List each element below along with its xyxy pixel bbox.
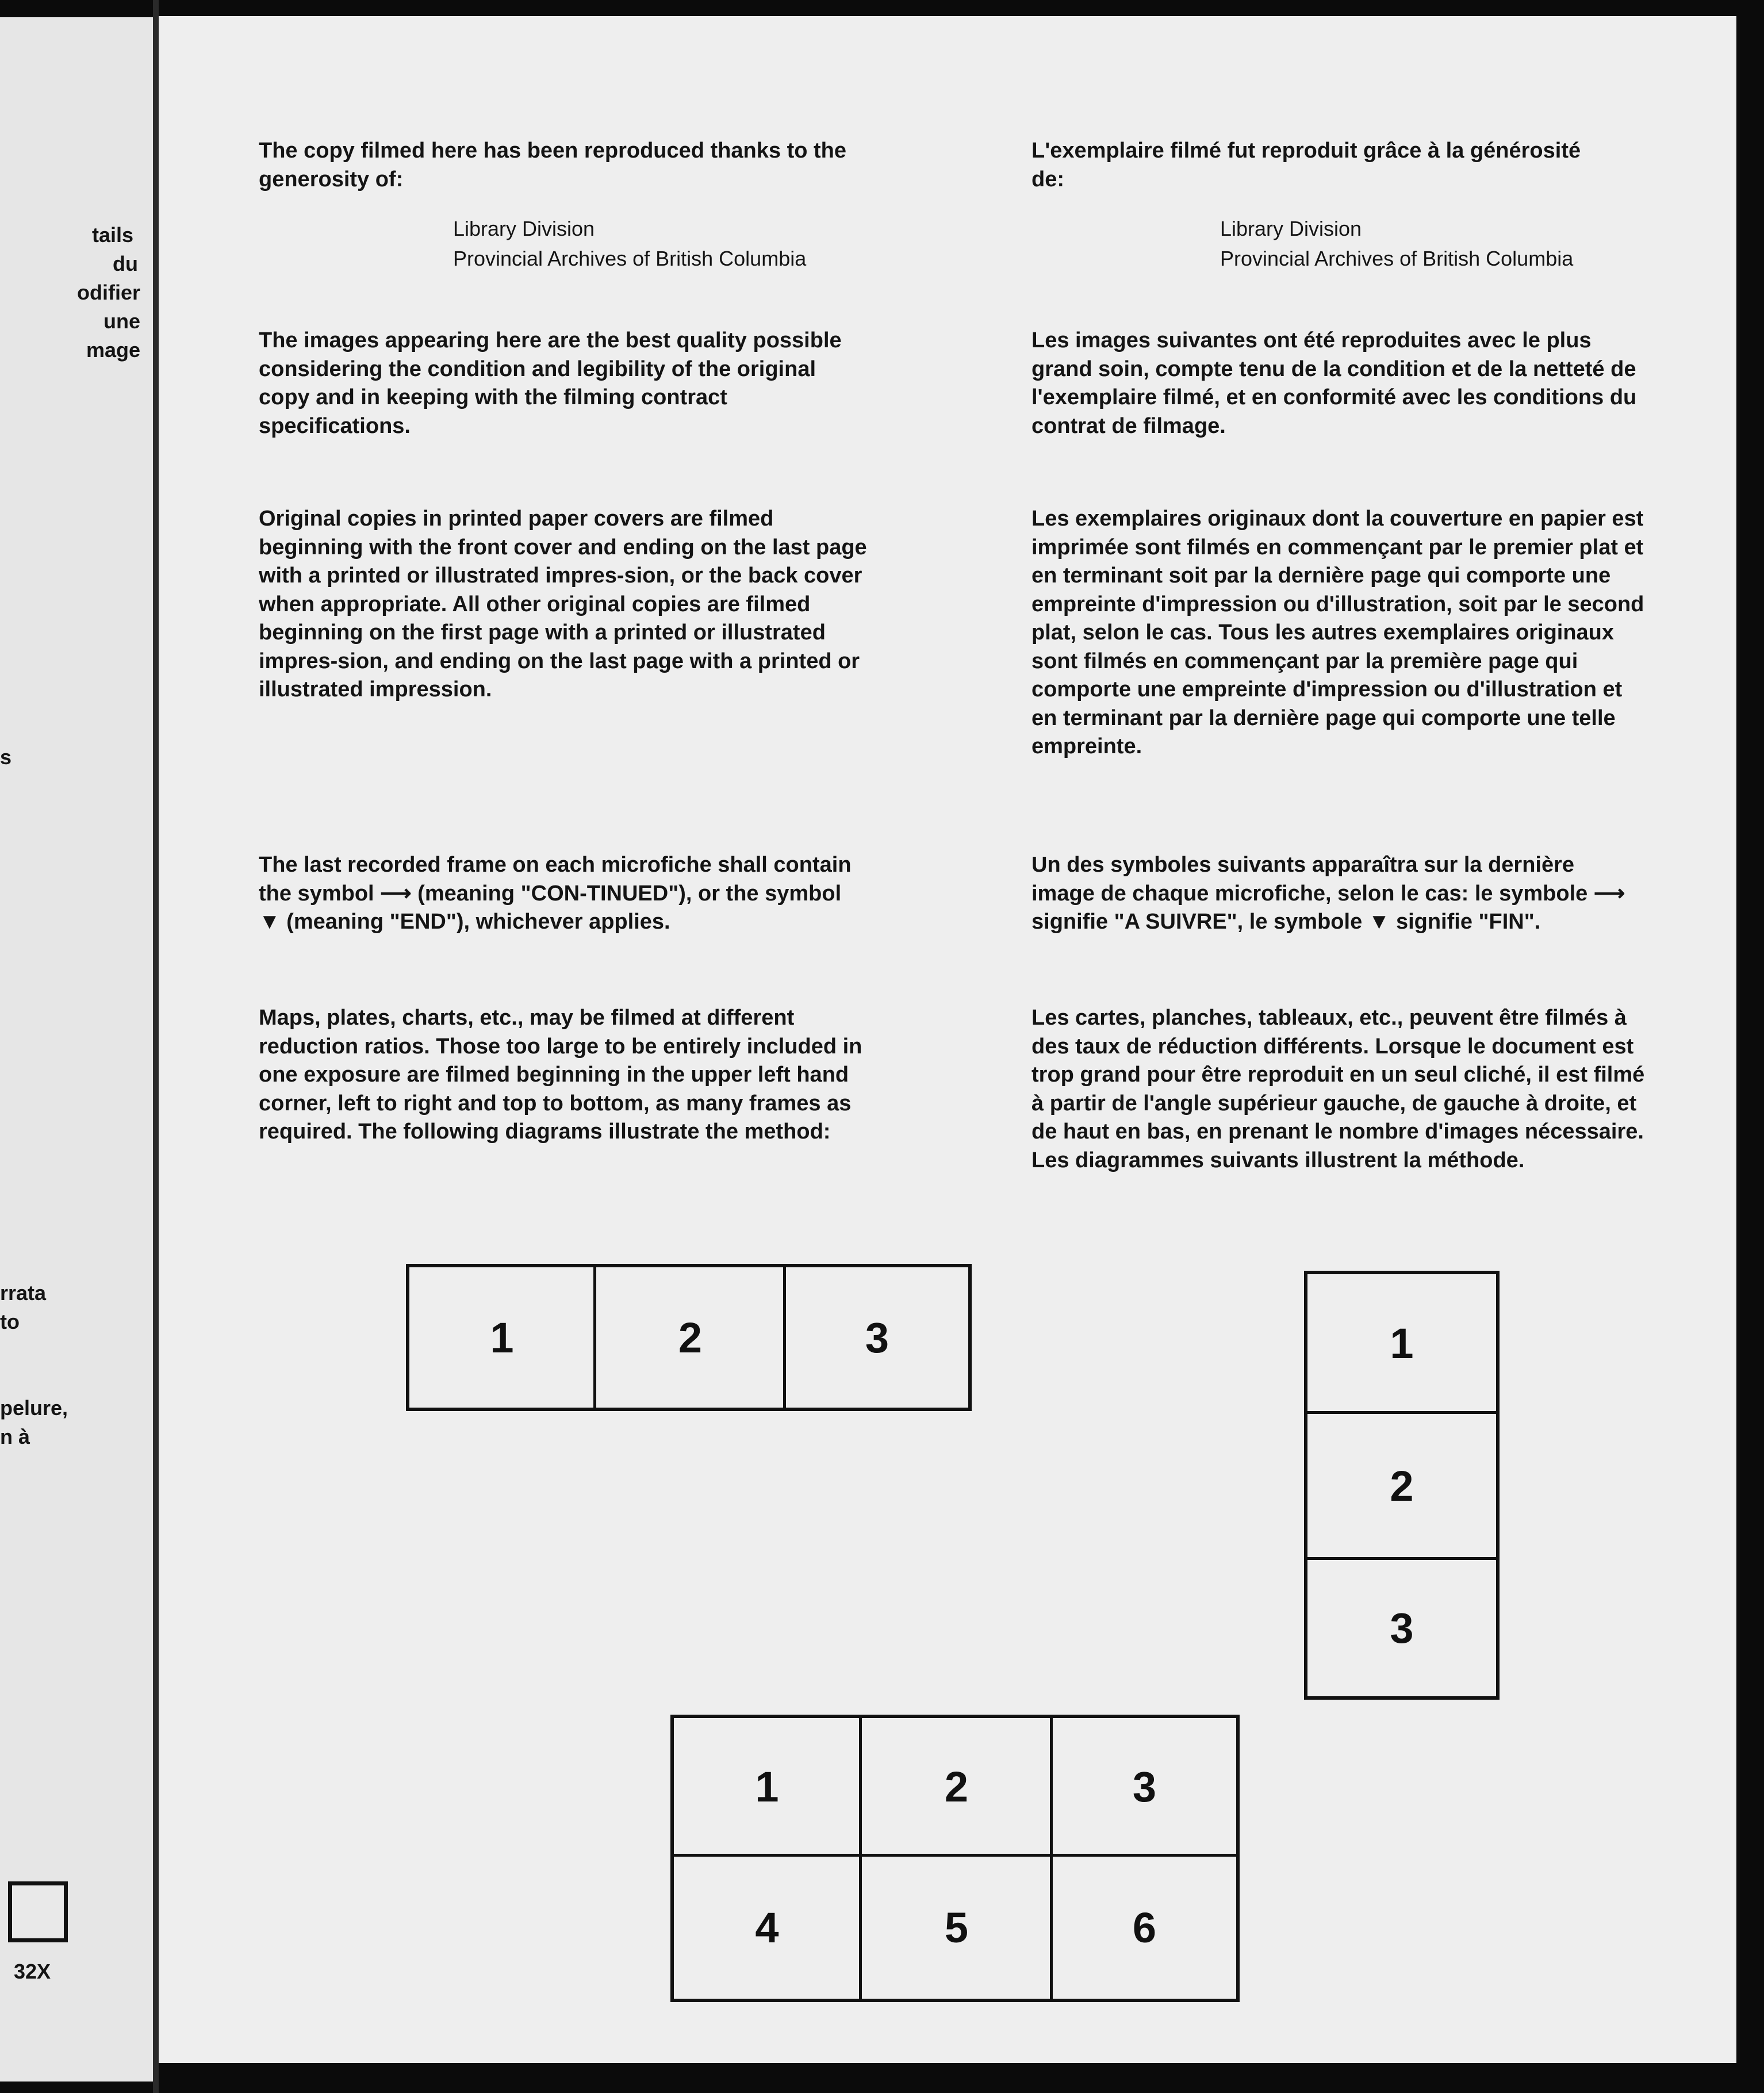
french-credit-line2: Provincial Archives of British Columbia — [1220, 247, 1574, 270]
left-page-fragment: s — [0, 745, 12, 769]
french-quality — [1031, 327, 1641, 440]
frame-cell: 6 — [1132, 1904, 1157, 1952]
frame-cell: 1 — [1390, 1319, 1414, 1367]
vertical-frames-diagram — [1304, 1271, 1500, 1700]
english-symbols — [259, 851, 868, 937]
page-gutter — [153, 0, 159, 2093]
reduction-label: 32X — [14, 1960, 51, 1983]
left-page-fragment: du — [113, 252, 138, 275]
english-quality — [259, 327, 868, 440]
english-credit-source — [453, 214, 890, 274]
french-original-copies — [1031, 505, 1652, 761]
french-credit-intro-text: L'exemplaire filmé fut reproduit grâce à la générosité de: — [1031, 139, 1581, 191]
english-maps-text: Maps, plates, charts, etc., may be filmed at different reduction ratios. Those too large to be entirely included in one exposure are filmed beginning in the upper left hand corner, left to right and top to bottom, as many frames as required. The following diagrams illustrate the method: — [259, 1006, 862, 1144]
french-symbols — [1031, 851, 1635, 937]
french-original-copies-text: Les exemplaires originaux dont la couverture en papier est imprimée sont filmés en commençant par le premier plat et en terminant soit par la dernière page qui comporte une empreinte d'impression ou d'illustration, soit par le second plat, selon le cas. Tous les autres exemplaires originaux sont filmés en commençant par la première page qui comporte une empreinte d'impression ou d'illustration et en terminant par la dernière page qui comporte une telle empreinte. — [1031, 507, 1644, 758]
reduction-target-box — [8, 1881, 68, 1942]
filming-notice-page — [159, 16, 1736, 2063]
frame-cell: 1 — [755, 1762, 779, 1811]
french-credit-source — [1220, 214, 1657, 274]
french-quality-text: Les images suivantes ont été reproduites avec le plus grand soin, compte tenu de la condition et de la netteté de l'exemplaire filmé, et en conformité avec les conditions du contrat de filmage. — [1031, 328, 1637, 438]
left-page-fragment: rrata — [0, 1281, 47, 1305]
frame-cell: 1 — [490, 1313, 514, 1362]
left-page-fragment: odifier — [77, 281, 141, 304]
english-credit-intro — [259, 137, 885, 194]
grid-frames-diagram — [670, 1715, 1240, 2002]
frame-cell: 4 — [755, 1904, 779, 1952]
english-credit-line1: Library Division — [453, 217, 595, 240]
french-maps — [1031, 1004, 1658, 1175]
frame-cell: 3 — [865, 1313, 889, 1362]
english-symbols-text: The last recorded frame on each microfiche shall contain the symbol ⟶ (meaning "CON-TINUED"), or the symbol ▼ (meaning "END"), whichever applies. — [259, 853, 852, 934]
english-credit-line2: Provincial Archives of British Columbia — [453, 247, 807, 270]
english-credit-intro-text: The copy filmed here has been reproduced thanks to the generosity of: — [259, 139, 846, 191]
frame-cell: 2 — [944, 1762, 969, 1811]
english-maps — [259, 1004, 868, 1147]
english-quality-text: The images appearing here are the best quality possible considering the condition and legibility of the original copy and in keeping with the filming contract specifications. — [259, 328, 842, 438]
frame-cell: 2 — [1390, 1462, 1414, 1510]
french-credit-intro — [1031, 137, 1612, 194]
frame-cell: 5 — [944, 1904, 969, 1952]
english-original-copies-text: Original copies in printed paper covers are filmed beginning with the front cover and ending on the last page with a printed or illustrated impres-sion, or the back cover when appropriate. All other original copies are filmed beginning on the first page with a printed or illustrated impres-sion, and ending on the last page with a printed or illustrated impression. — [259, 507, 867, 702]
left-page-fragment: mage — [86, 338, 141, 362]
frame-cell: 3 — [1390, 1604, 1414, 1652]
left-page-fragment: to — [0, 1310, 20, 1333]
left-page-fragment: n à — [0, 1425, 30, 1448]
left-page-fragment: pelure, — [0, 1396, 68, 1420]
left-page-fragment: tails — [92, 223, 134, 247]
left-page-edge — [0, 17, 153, 2082]
horizontal-frames-diagram — [406, 1264, 972, 1411]
french-credit-line1: Library Division — [1220, 217, 1362, 240]
frame-cell: 3 — [1132, 1762, 1157, 1811]
french-maps-text: Les cartes, planches, tableaux, etc., peuvent être filmés à des taux de réduction différents. Lorsque le document est trop grand pour être reproduit en un seul cliché, il est filmé à partir de l'angle supérieur gauche, de gauche à droite, et de haut en bas, en prenant le nombre d'images nécessaire. Les diagrammes suivants illustrent la méthode. — [1031, 1006, 1645, 1172]
french-symbols-text: Un des symboles suivants apparaîtra sur la dernière image de chaque microfiche, selon le cas: le symbole ⟶ signifie "A SUIVRE", le symbole ▼ signifie "FIN". — [1031, 853, 1625, 934]
english-original-copies — [259, 505, 874, 704]
left-page-fragment: une — [103, 309, 141, 333]
frame-cell: 2 — [678, 1313, 703, 1362]
